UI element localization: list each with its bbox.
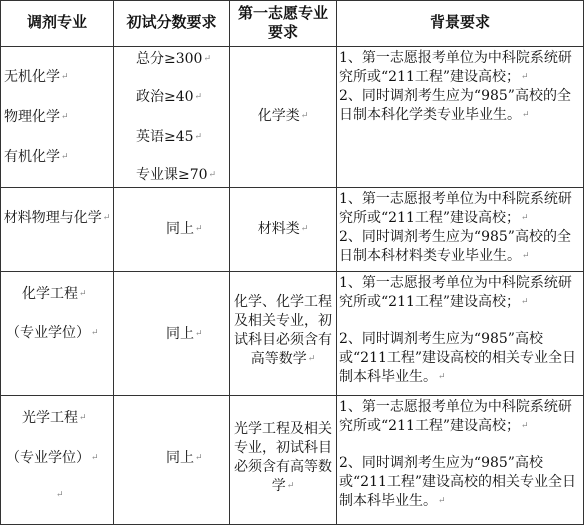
paragraph-mark-icon: ↵ — [522, 110, 530, 120]
paragraph-mark-icon: ↵ — [195, 329, 203, 339]
column-divider — [336, 0, 337, 525]
paragraph-mark-icon: ↵ — [194, 132, 203, 142]
paragraph-mark-icon: ↵ — [286, 481, 295, 491]
major-name: 化学工程↵ — [22, 286, 87, 302]
major-name: 材料物理与化学↵ — [3, 210, 111, 226]
paragraph-mark-icon: ↵ — [521, 213, 529, 223]
score-requirement: 英语≥45↵ — [136, 129, 203, 145]
score-requirement: 同上↵ — [166, 450, 203, 466]
paragraph-mark-icon: ↵ — [102, 213, 111, 223]
score-requirement: 总分≥300↵ — [136, 51, 211, 67]
header-major: 调剂专业 — [26, 13, 87, 31]
background-requirement: 1、第一志愿报考单位为中科院系统研究所或“211工程”建设高校；↵ 2、同时调剂考生应为“985”高校或“211工程”建设高校的相关专业全日制本科毕业生。↵ — [339, 399, 577, 509]
row-divider — [0, 187, 584, 188]
score-requirement: 政治≥40↵ — [136, 89, 203, 105]
paragraph-mark-icon: ↵ — [521, 297, 529, 307]
paragraph-mark-icon: ↵ — [79, 413, 87, 423]
major-name: 物理化学↵ — [4, 109, 69, 125]
background-requirement: 1、第一志愿报考单位为中科院系统研究所或“211工程”建设高校；↵ 2、同时调剂考生应为“985”高校的全日制本科化学类专业毕业生。↵ — [339, 50, 572, 123]
header-first-choice: 第一志愿专业要求 — [237, 4, 328, 41]
header-score: 初试分数要求 — [126, 13, 217, 31]
header-background: 背景要求 — [429, 13, 490, 31]
major-name: （专业学位）↵ — [6, 325, 99, 341]
first-choice-requirement: 化学类↵ — [257, 108, 309, 124]
paragraph-mark-icon: ↵ — [56, 490, 64, 500]
row-divider — [0, 271, 584, 272]
paragraph-mark-icon: ↵ — [203, 54, 211, 64]
major-name: （专业学位）↵ — [6, 450, 99, 466]
row-divider — [0, 46, 584, 47]
major-name: 无机化学↵ — [4, 69, 69, 85]
first-choice-requirement: 化学、化学工程及相关专业，初试科目必须含有高等数学↵ — [234, 294, 332, 367]
paragraph-mark-icon: ↵ — [300, 224, 309, 234]
row-divider — [0, 395, 584, 396]
background-requirement: 1、第一志愿报考单位为中科院系统研究所或“211工程”建设高校；↵ 2、同时调剂考生应为“985”高校的全日制本科材料类专业毕业生。↵ — [339, 191, 572, 264]
major-name: 光学工程↵ — [22, 410, 87, 426]
paragraph-mark-icon: ↵ — [194, 92, 203, 102]
paragraph-mark-icon: ↵ — [307, 354, 316, 364]
score-requirement: 同上↵ — [166, 326, 203, 342]
paragraph-mark-icon: ↵ — [195, 453, 203, 463]
paragraph-mark-icon: ↵ — [91, 328, 99, 338]
paragraph-mark-icon: ↵ — [300, 111, 309, 121]
paragraph-mark-icon: ↵ — [61, 152, 69, 162]
paragraph-mark-icon: ↵ — [91, 453, 99, 463]
empty-paragraph — [55, 486, 64, 505]
paragraph-mark-icon: ↵ — [522, 251, 530, 261]
background-requirement: 1、第一志愿报考单位为中科院系统研究所或“211工程”建设高校；↵ 2、同时调剂考生应为“985”高校或“211工程”建设高校的相关专业全日制本科毕业生。↵ — [339, 275, 577, 385]
first-choice-requirement: 材料类↵ — [257, 221, 309, 237]
paragraph-mark-icon: ↵ — [208, 170, 217, 180]
first-choice-requirement: 光学工程及相关专业，初试科目必须含有高等数学↵ — [234, 421, 332, 494]
paragraph-mark-icon: ↵ — [195, 224, 203, 234]
paragraph-mark-icon: ↵ — [521, 421, 529, 431]
paragraph-mark-icon: ↵ — [79, 289, 87, 299]
paragraph-mark-icon: ↵ — [521, 72, 529, 82]
paragraph-mark-icon: ↵ — [61, 72, 69, 82]
major-name: 有机化学↵ — [4, 149, 69, 165]
score-requirement: 同上↵ — [166, 221, 203, 237]
column-divider — [113, 0, 114, 525]
table-border-left — [0, 0, 1, 525]
table-border-top — [0, 0, 584, 1]
paragraph-mark-icon: ↵ — [61, 112, 69, 122]
score-requirement: 专业课≥70↵ — [136, 167, 217, 183]
paragraph-mark-icon: ↵ — [438, 372, 446, 382]
paragraph-mark-icon: ↵ — [438, 496, 446, 506]
